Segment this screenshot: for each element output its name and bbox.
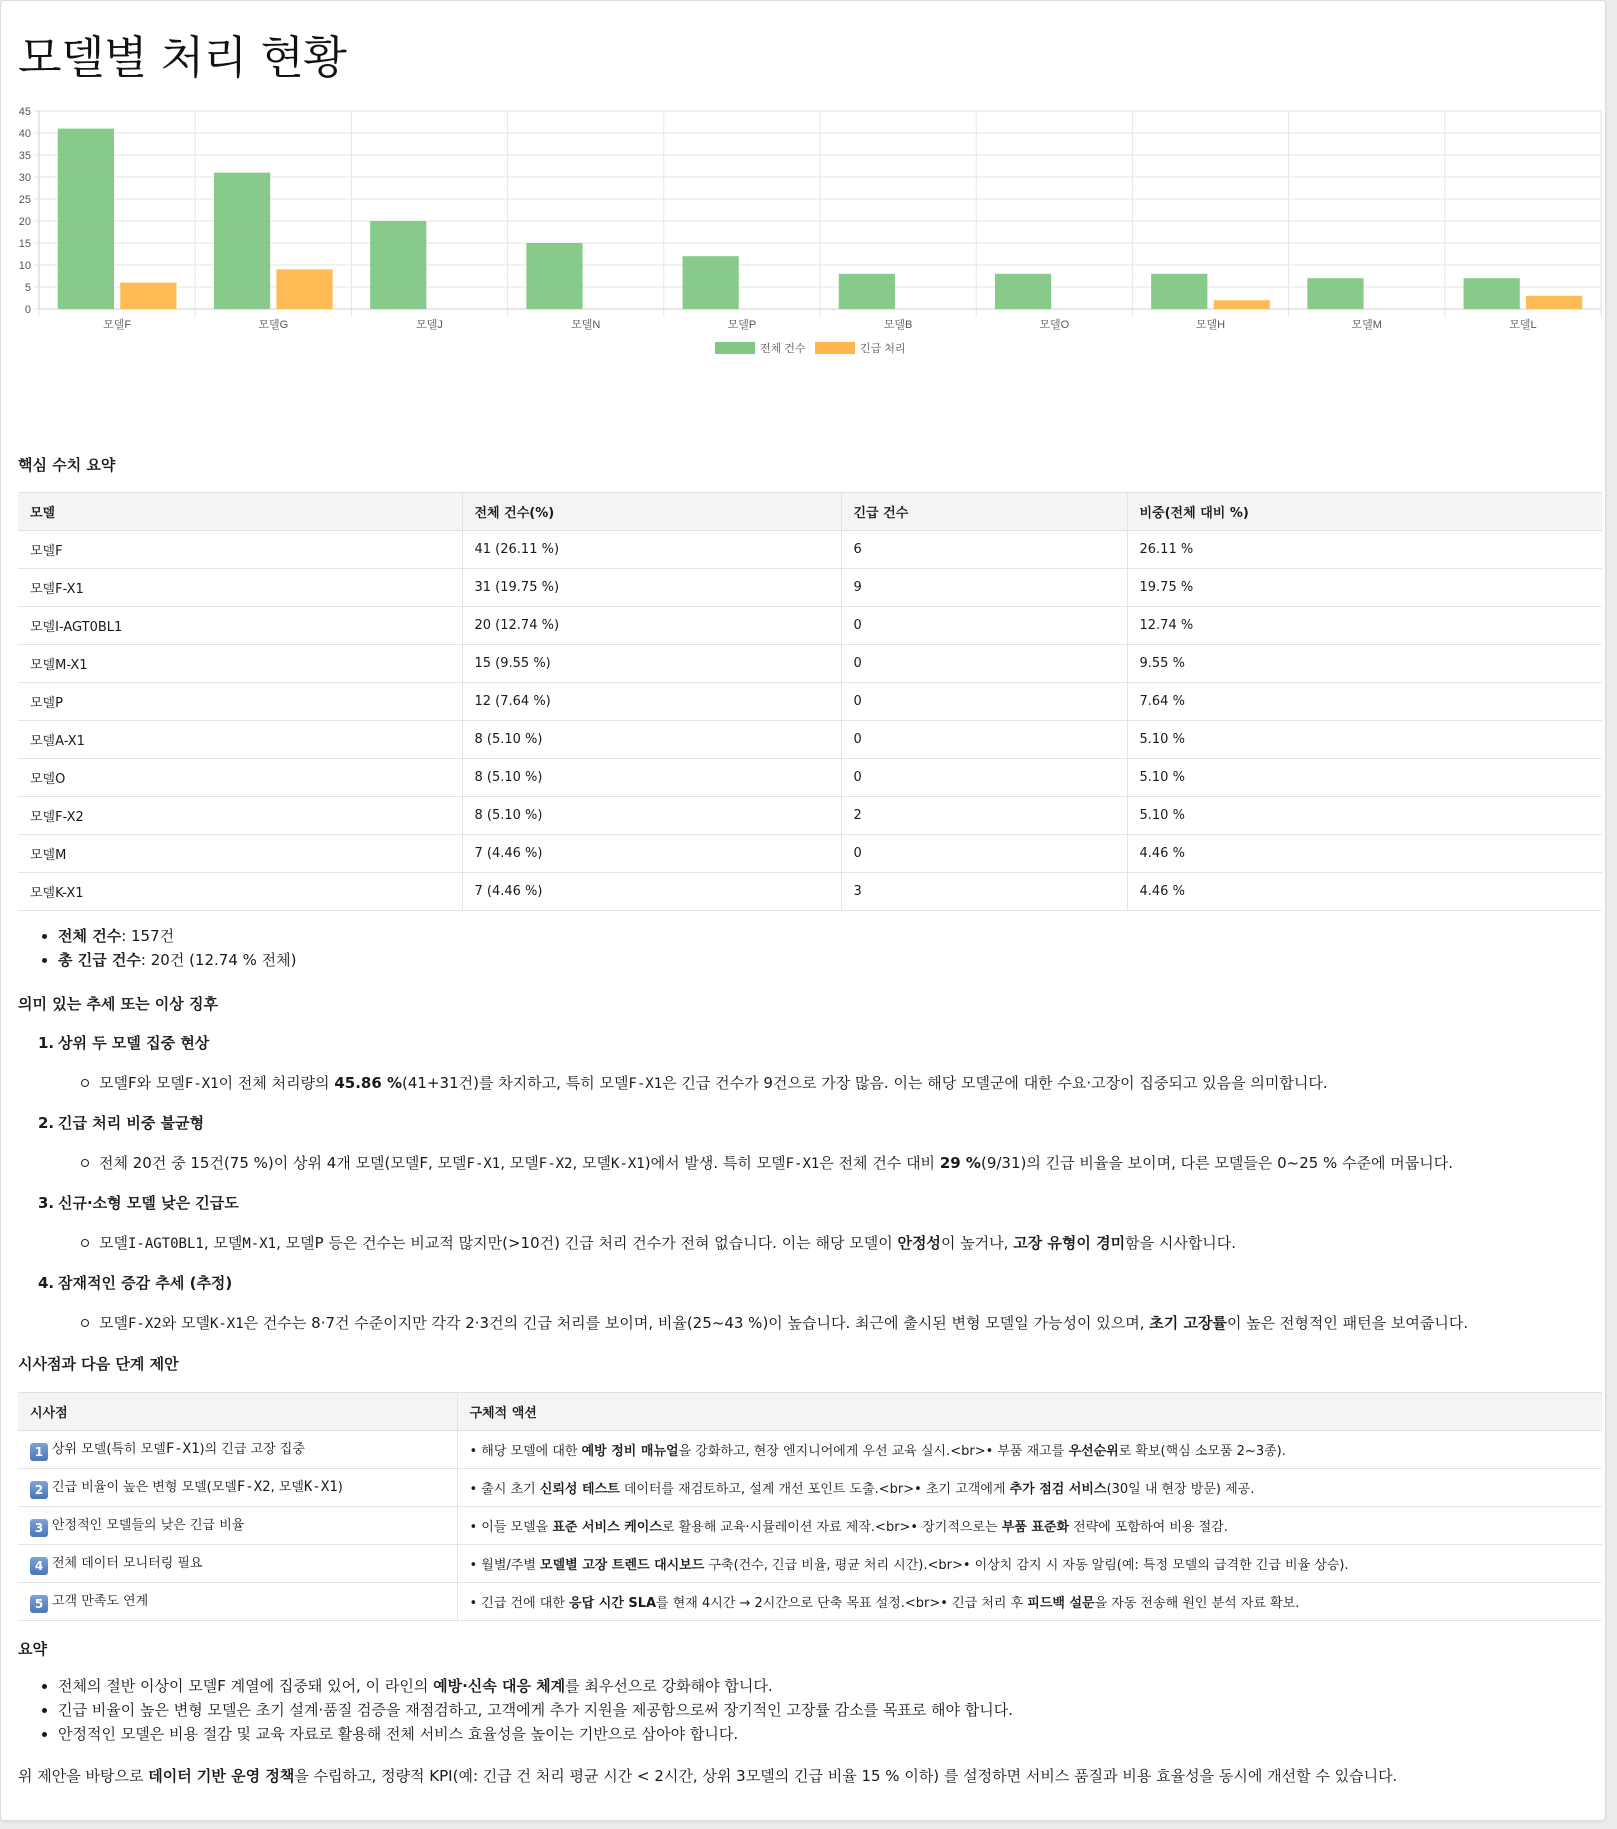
bar-total	[1464, 278, 1520, 309]
actions-table	[18, 1392, 1602, 1621]
final-paragraph	[18, 1764, 1602, 1788]
trends-heading-wrap	[18, 993, 1602, 1014]
y-tick-label: 30	[18, 172, 31, 184]
text-run: 와 모델	[161, 1314, 210, 1332]
text-run: )에서 발생. 특히 모델	[644, 1154, 786, 1172]
y-tick-label: 35	[18, 150, 31, 162]
bold-text: 부품 표준화	[1001, 1520, 1070, 1535]
y-tick-label: 10	[18, 260, 31, 272]
table-cell: 5.10 %	[1127, 721, 1602, 759]
text-run: (41+31건)를 차지하고, 특히 모델	[402, 1074, 629, 1092]
text-run: 를 최우선으로 강화해야 합니다.	[565, 1677, 773, 1695]
table-cell: 3	[841, 873, 1127, 911]
code-text: K-X1	[611, 1156, 645, 1172]
trend-list	[18, 1031, 1602, 1351]
table-cell: 모델I-AGT0BL1	[18, 607, 462, 645]
code-text: K-X1	[303, 1479, 338, 1495]
table-cell: 모델O	[18, 759, 462, 797]
text-run: , 모델	[270, 1480, 304, 1495]
list-item	[58, 948, 1602, 972]
table-row	[18, 607, 1602, 645]
text-run: 로 활용해 교육·시뮬레이션 자료 제작.<br>• 장기적으로는	[661, 1520, 1002, 1535]
text-run: 모델	[99, 1234, 128, 1252]
action-cell	[457, 1583, 1602, 1621]
x-tick-label: 모델O	[1039, 319, 1070, 331]
column-header: 전체 건수(%)	[462, 493, 841, 531]
y-tick-label: 25	[18, 194, 31, 206]
table-cell: 모델F	[18, 531, 462, 569]
insight-cell	[18, 1545, 457, 1583]
list-item	[58, 924, 1602, 948]
bar-total	[1307, 278, 1363, 309]
text-run: 안정적인 모델은 비용 절감 및 교육 자료로 활용해 전체 서비스 효율성을 높이는 기반으로 삼아야 합니다.	[58, 1725, 739, 1743]
trend-title-text: 잠재적인 증감 추세 (추정)	[58, 1274, 233, 1292]
table-cell: 12.74 %	[1127, 607, 1602, 645]
total-value: : 157건	[121, 927, 175, 945]
bold-text: 응답 시간 SLA	[569, 1596, 657, 1611]
table-cell: 4.46 %	[1127, 873, 1602, 911]
trend-body	[18, 1135, 1602, 1191]
bar-total	[683, 256, 739, 309]
table-row	[18, 1545, 1602, 1583]
column-header: 시사점	[18, 1393, 457, 1431]
text-run: , 모델	[500, 1154, 539, 1172]
summary-table	[18, 492, 1602, 911]
text-run: • 긴급 건에 대한	[469, 1596, 570, 1611]
list-item	[58, 1698, 1602, 1722]
legend-label: 전체 건수	[760, 343, 806, 355]
table-row	[18, 721, 1602, 759]
trend-body	[18, 1215, 1602, 1271]
table-row	[18, 759, 1602, 797]
table-cell: 5.10 %	[1127, 759, 1602, 797]
text-run: 로 확보(핵심 소모품 2~3종).	[1118, 1444, 1286, 1459]
total-value: : 20건 (12.74 % 전체)	[140, 951, 297, 969]
text-run: • 월별/주별	[469, 1558, 541, 1573]
x-tick-label: 모델F	[103, 319, 132, 331]
table-cell: 0	[841, 645, 1127, 683]
trend-number: 1.	[38, 1034, 55, 1052]
column-header: 구체적 액션	[457, 1393, 1602, 1431]
bold-text: 29 %	[939, 1154, 981, 1172]
bold-text: 예방·신속 대응 체계	[433, 1677, 566, 1695]
bold-text: 예방 정비 매뉴얼	[581, 1444, 679, 1459]
code-text: F-X1	[785, 1156, 820, 1172]
text-run: 긴급 비율이 높은 변형 모델(모델	[52, 1480, 237, 1495]
keycap-number-icon: 1	[30, 1443, 48, 1461]
table-cell: 7 (4.46 %)	[462, 835, 841, 873]
y-tick-label: 5	[24, 282, 31, 294]
table-cell: 모델F-X2	[18, 797, 462, 835]
conclusion-list	[18, 1674, 1602, 1746]
trend-title-text: 상위 두 모델 집중 현상	[58, 1034, 210, 1052]
conclusion-heading-wrap	[18, 1638, 1602, 1659]
trend-number: 4.	[38, 1274, 55, 1292]
code-text: M-X1	[242, 1236, 277, 1252]
insight-cell	[18, 1583, 457, 1621]
insight-cell	[18, 1431, 457, 1469]
bar-chart	[1, 97, 1607, 417]
table-cell: 9	[841, 569, 1127, 607]
trend-title	[18, 1191, 1602, 1215]
column-header: 긴급 건수	[841, 493, 1127, 531]
table-cell: 7.64 %	[1127, 683, 1602, 721]
text-run: 이 전체 처리량의	[218, 1074, 335, 1092]
x-tick-label: 모델J	[416, 319, 443, 331]
list-item	[58, 1722, 1602, 1746]
y-tick-label: 0	[24, 304, 31, 316]
actions-table-wrap	[18, 1392, 1602, 1621]
bold-text: 고장 유형이 경미	[1013, 1234, 1126, 1252]
code-text: F-X2	[538, 1156, 573, 1172]
table-cell: 8 (5.10 %)	[462, 759, 841, 797]
table-row	[18, 531, 1602, 569]
table-cell: 4.46 %	[1127, 835, 1602, 873]
bar-urgent	[1526, 296, 1582, 309]
y-tick-label: 20	[18, 216, 31, 228]
total-label: 전체 건수	[58, 927, 122, 945]
table-cell: 모델M-X1	[18, 645, 462, 683]
trend-item	[18, 1191, 1602, 1271]
code-text: F-X1	[165, 1441, 200, 1457]
totals-list	[18, 924, 1602, 972]
text-run: , 모델	[572, 1154, 612, 1172]
bold-text: 우선순위	[1068, 1444, 1119, 1459]
text-run: 을 수립하고, 정량적 KPI(예: 긴급 건 처리 평균 시간 < 2시간, 상위 3모델의 긴급 비율 15 % 이하) 를 설정하면 서비스 품질과 비용 효율성을 동시에 개선할 수 있습니다.	[294, 1767, 1398, 1785]
bar-urgent	[120, 283, 176, 309]
bold-text: 표준 서비스 케이스	[552, 1520, 662, 1535]
table-cell: 8 (5.10 %)	[462, 797, 841, 835]
text-run: 안정적인 모델들의 낮은 긴급 비율	[52, 1518, 245, 1533]
list-item	[58, 1674, 1602, 1698]
table-cell: 0	[841, 607, 1127, 645]
action-cell	[457, 1469, 1602, 1507]
x-tick-label: 모델G	[258, 319, 289, 331]
actions-heading: 시사점과 다음 단계 제안	[18, 1355, 179, 1373]
column-header: 모델	[18, 493, 462, 531]
legend-label: 긴급 처리	[860, 343, 906, 355]
text-run: 전체 20건 중 15건(75 %)이 상위 4개 모델(모델F, 모델	[99, 1154, 467, 1172]
text-run: 전체의 절반 이상이 모델F 계열에 집중돼 있어, 이 라인의	[58, 1677, 434, 1695]
bold-text: 신뢰성 테스트	[539, 1482, 620, 1497]
text-run: 를 현재 4시간 → 2시간으로 단축 목표 설정.<br>• 긴급 처리 후	[656, 1596, 1028, 1611]
x-tick-label: 모델P	[727, 319, 757, 331]
table-cell: 41 (26.11 %)	[462, 531, 841, 569]
legend-swatch	[715, 342, 755, 354]
legend-swatch	[815, 342, 855, 354]
insight-cell	[18, 1507, 457, 1545]
bold-text: 피드백 설문	[1027, 1596, 1095, 1611]
table-row	[18, 1469, 1602, 1507]
text-run: 을 강화하고, 현장 엔지니어에게 우선 교육 실시.<br>• 부품 재고를	[678, 1444, 1069, 1459]
trend-item	[18, 1111, 1602, 1191]
text-run: 이 높거나,	[940, 1234, 1014, 1252]
text-run: (9/31)의 긴급 비율을 보이며, 다른 모델들은 0~25 % 수준에 머뭅니다.	[980, 1154, 1454, 1172]
conclusion-section	[18, 1674, 1602, 1746]
bar-total	[839, 274, 895, 309]
summary-section	[18, 454, 1602, 475]
text-run: • 출시 초기	[469, 1482, 540, 1497]
trend-item	[18, 1271, 1602, 1351]
insight-cell	[18, 1469, 457, 1507]
text-run: 모델	[99, 1314, 128, 1332]
trend-title	[18, 1031, 1602, 1055]
x-tick-label: 모델M	[1351, 319, 1382, 331]
text-run: 은 건수는 8·7건 수준이지만 각각 2·3건의 긴급 처리를 보이며, 비율(25~43 %)이 높습니다. 최근에 출시된 변형 모델일 가능성이 있으며,	[243, 1314, 1150, 1332]
bar-urgent	[1214, 300, 1270, 309]
trend-body-text	[82, 1314, 1468, 1332]
trends-heading: 의미 있는 추세 또는 이상 징후	[18, 995, 218, 1013]
trend-body	[18, 1295, 1602, 1351]
text-run: 이 높은 전형적인 패턴을 보여줍니다.	[1226, 1314, 1469, 1332]
trends-section	[18, 1031, 1602, 1351]
text-run: 은 전체 건수 대비	[819, 1154, 940, 1172]
bold-text: 초기 고장률	[1149, 1314, 1227, 1332]
text-run: • 해당 모델에 대한	[469, 1444, 582, 1459]
table-cell: 20 (12.74 %)	[462, 607, 841, 645]
table-cell: 8 (5.10 %)	[462, 721, 841, 759]
text-run: 전략에 포함하여 비용 절감.	[1069, 1520, 1228, 1535]
y-tick-label: 45	[18, 106, 31, 118]
table-cell: 0	[841, 835, 1127, 873]
keycap-number-icon: 3	[30, 1519, 48, 1537]
trend-title-text: 긴급 처리 비중 불균형	[58, 1114, 205, 1132]
bar-total	[526, 243, 582, 309]
text-run: 모델F와 모델	[99, 1074, 185, 1092]
table-cell: 0	[841, 721, 1127, 759]
bold-text: 45.86 %	[334, 1074, 403, 1092]
actions-heading-wrap	[18, 1353, 1602, 1374]
trend-number: 3.	[38, 1194, 55, 1212]
bold-text: 데이터 기반 운영 정책	[148, 1767, 295, 1785]
table-cell: 0	[841, 759, 1127, 797]
action-cell	[457, 1545, 1602, 1583]
bar-total	[58, 129, 114, 309]
text-run: • 이들 모델을	[469, 1520, 553, 1535]
table-cell: 모델F-X1	[18, 569, 462, 607]
table-cell: 26.11 %	[1127, 531, 1602, 569]
trend-body	[18, 1055, 1602, 1111]
bar-total	[214, 173, 270, 309]
table-cell: 19.75 %	[1127, 569, 1602, 607]
x-tick-label: 모델B	[883, 319, 913, 331]
text-run: 전체 데이터 모니터링 필요	[52, 1556, 203, 1571]
code-text: F-X1	[466, 1156, 501, 1172]
action-cell	[457, 1431, 1602, 1469]
text-run: 데이터를 재검토하고, 설계 개선 포인트 도출.<br>• 초기 고객에게	[619, 1482, 1010, 1497]
text-run: 함을 시사합니다.	[1125, 1234, 1237, 1252]
total-label: 총 긴급 건수	[58, 951, 141, 969]
x-tick-label: 모델L	[1509, 319, 1537, 331]
code-text: F-X2	[236, 1479, 271, 1495]
table-row	[18, 645, 1602, 683]
table-cell: 2	[841, 797, 1127, 835]
table-cell: 0	[841, 683, 1127, 721]
text-run: 상위 모델(특히 모델	[52, 1442, 166, 1457]
column-header: 비중(전체 대비 %)	[1127, 493, 1602, 531]
trend-title	[18, 1111, 1602, 1135]
text-run: , 모델	[203, 1234, 243, 1252]
text-run: 을 자동 전송해 원인 분석 자료 확보.	[1094, 1596, 1300, 1611]
code-text: F-X1	[184, 1076, 219, 1092]
table-cell: 모델P	[18, 683, 462, 721]
table-cell: 9.55 %	[1127, 645, 1602, 683]
action-cell	[457, 1507, 1602, 1545]
table-row	[18, 797, 1602, 835]
y-tick-label: 15	[18, 238, 31, 250]
totals-section	[18, 924, 1602, 972]
page-title: 모델별 처리 현황	[18, 31, 347, 84]
table-row	[18, 1583, 1602, 1621]
trend-body-text	[82, 1074, 1328, 1092]
x-tick-label: 모델N	[571, 319, 601, 331]
table-row	[18, 835, 1602, 873]
bar-urgent	[276, 269, 332, 309]
bar-total	[995, 274, 1051, 309]
table-row	[18, 1431, 1602, 1469]
trend-body-text	[82, 1234, 1236, 1252]
table-row	[18, 1507, 1602, 1545]
keycap-number-icon: 4	[30, 1557, 48, 1575]
code-text: I-AGT0BL1	[127, 1236, 204, 1252]
trend-item	[18, 1031, 1602, 1111]
table-row	[18, 873, 1602, 911]
text-run: 구축(건수, 긴급 비율, 평균 처리 시간).<br>• 이상치 감지 시 자동 알림(예: 특정 모델의 급격한 긴급 비율 상승).	[704, 1558, 1349, 1573]
bar-total	[1151, 274, 1207, 309]
code-text: F-X2	[127, 1316, 162, 1332]
trend-body-text	[82, 1154, 1453, 1172]
code-text: F-X1	[628, 1076, 663, 1092]
bold-text: 안정성	[897, 1234, 941, 1252]
table-cell: 6	[841, 531, 1127, 569]
table-row	[18, 683, 1602, 721]
trend-title	[18, 1271, 1602, 1295]
bold-text: 추가 점검 서비스	[1009, 1482, 1107, 1497]
code-text: K-X1	[209, 1316, 244, 1332]
x-tick-label: 모델H	[1195, 319, 1226, 331]
table-cell: 모델M	[18, 835, 462, 873]
keycap-number-icon: 5	[30, 1595, 48, 1613]
text-run: 위 제안을 바탕으로	[18, 1767, 149, 1785]
summary-table-wrap	[18, 492, 1602, 911]
keycap-number-icon: 2	[30, 1481, 48, 1499]
bar-total	[370, 221, 426, 309]
table-cell: 15 (9.55 %)	[462, 645, 841, 683]
table-cell: 5.10 %	[1127, 797, 1602, 835]
table-cell: 31 (19.75 %)	[462, 569, 841, 607]
final-paragraph-wrap	[18, 1764, 1602, 1788]
bold-text: 모델별 고장 트렌드 대시보드	[540, 1558, 705, 1573]
table-cell: 모델K-X1	[18, 873, 462, 911]
text-run: (30일 내 현장 방문) 제공.	[1106, 1482, 1255, 1497]
table-cell: 12 (7.64 %)	[462, 683, 841, 721]
summary-heading: 핵심 수치 요약	[18, 456, 116, 474]
table-cell: 7 (4.46 %)	[462, 873, 841, 911]
table-cell: 모델A-X1	[18, 721, 462, 759]
text-run: 은 긴급 건수가 9건으로 가장 많음. 이는 해당 모델군에 대한 수요·고장이 집중되고 있음을 의미합니다.	[662, 1074, 1328, 1092]
text-run: , 모델P 등은 건수는 비교적 많지만(>10건) 긴급 처리 건수가 전혀 없습니다. 이는 해당 모델이	[276, 1234, 898, 1252]
conclusion-heading: 요약	[18, 1640, 47, 1658]
table-row	[18, 569, 1602, 607]
text-run: )의 긴급 고장 집중	[199, 1442, 305, 1457]
trend-number: 2.	[38, 1114, 55, 1132]
y-tick-label: 40	[18, 128, 31, 140]
text-run: )	[337, 1480, 343, 1495]
trend-title-text: 신규·소형 모델 낮은 긴급도	[58, 1194, 239, 1212]
text-run: 긴급 비율이 높은 변형 모델은 초기 설계·품질 검증을 재점검하고, 고객에게 추가 지원을 제공함으로써 장기적인 고장률 감소를 목표로 해야 합니다.	[58, 1701, 1014, 1719]
text-run: 고객 만족도 연계	[52, 1594, 149, 1609]
